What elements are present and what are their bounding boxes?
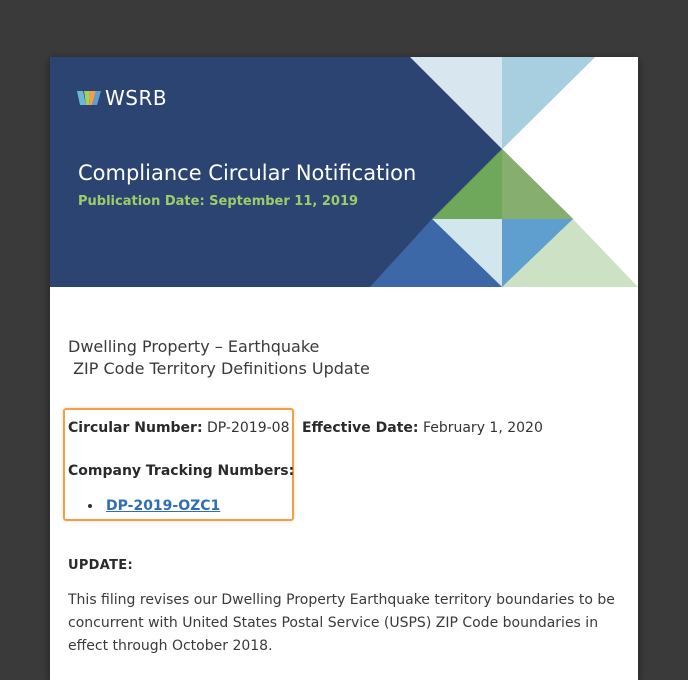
wsrb-logo-icon bbox=[77, 89, 101, 107]
tracking-number-link[interactable]: DP-2019-OZC1 bbox=[106, 498, 221, 514]
logo-text: WSRB bbox=[105, 86, 168, 110]
update-body-text: This filing revises our Dwelling Property Earthquake territory boundaries to be concurrent with United States Postal Service (USPS) ZIP Code boundaries in effect through October 2018. bbox=[68, 592, 615, 654]
update-heading: UPDATE: bbox=[68, 558, 133, 573]
document-title-line-1: Dwelling Property – Earthquake bbox=[68, 337, 320, 356]
email-card bbox=[50, 57, 638, 680]
publication-date: Publication Date: September 11, 2019 bbox=[78, 194, 359, 209]
tracking-numbers-label: Company Tracking Numbers: bbox=[68, 463, 295, 479]
page-title: Compliance Circular Notification bbox=[78, 161, 417, 185]
wsrb-logo[interactable] bbox=[77, 85, 167, 111]
effective-date-label: Effective Date: bbox=[301, 420, 419, 436]
document-title bbox=[68, 336, 370, 380]
effective-date-value: February 1, 2020 bbox=[422, 420, 543, 436]
tracking-numbers-list bbox=[88, 498, 220, 514]
bullet-icon bbox=[88, 504, 92, 508]
document-title-line-2: ZIP Code Territory Definitions Update bbox=[68, 359, 370, 378]
list-item bbox=[88, 498, 220, 514]
circular-number-label: Circular Number: bbox=[68, 420, 203, 436]
circular-number-value: DP-2019-08 bbox=[207, 420, 290, 436]
circular-info bbox=[68, 420, 543, 436]
header-banner bbox=[50, 57, 638, 287]
